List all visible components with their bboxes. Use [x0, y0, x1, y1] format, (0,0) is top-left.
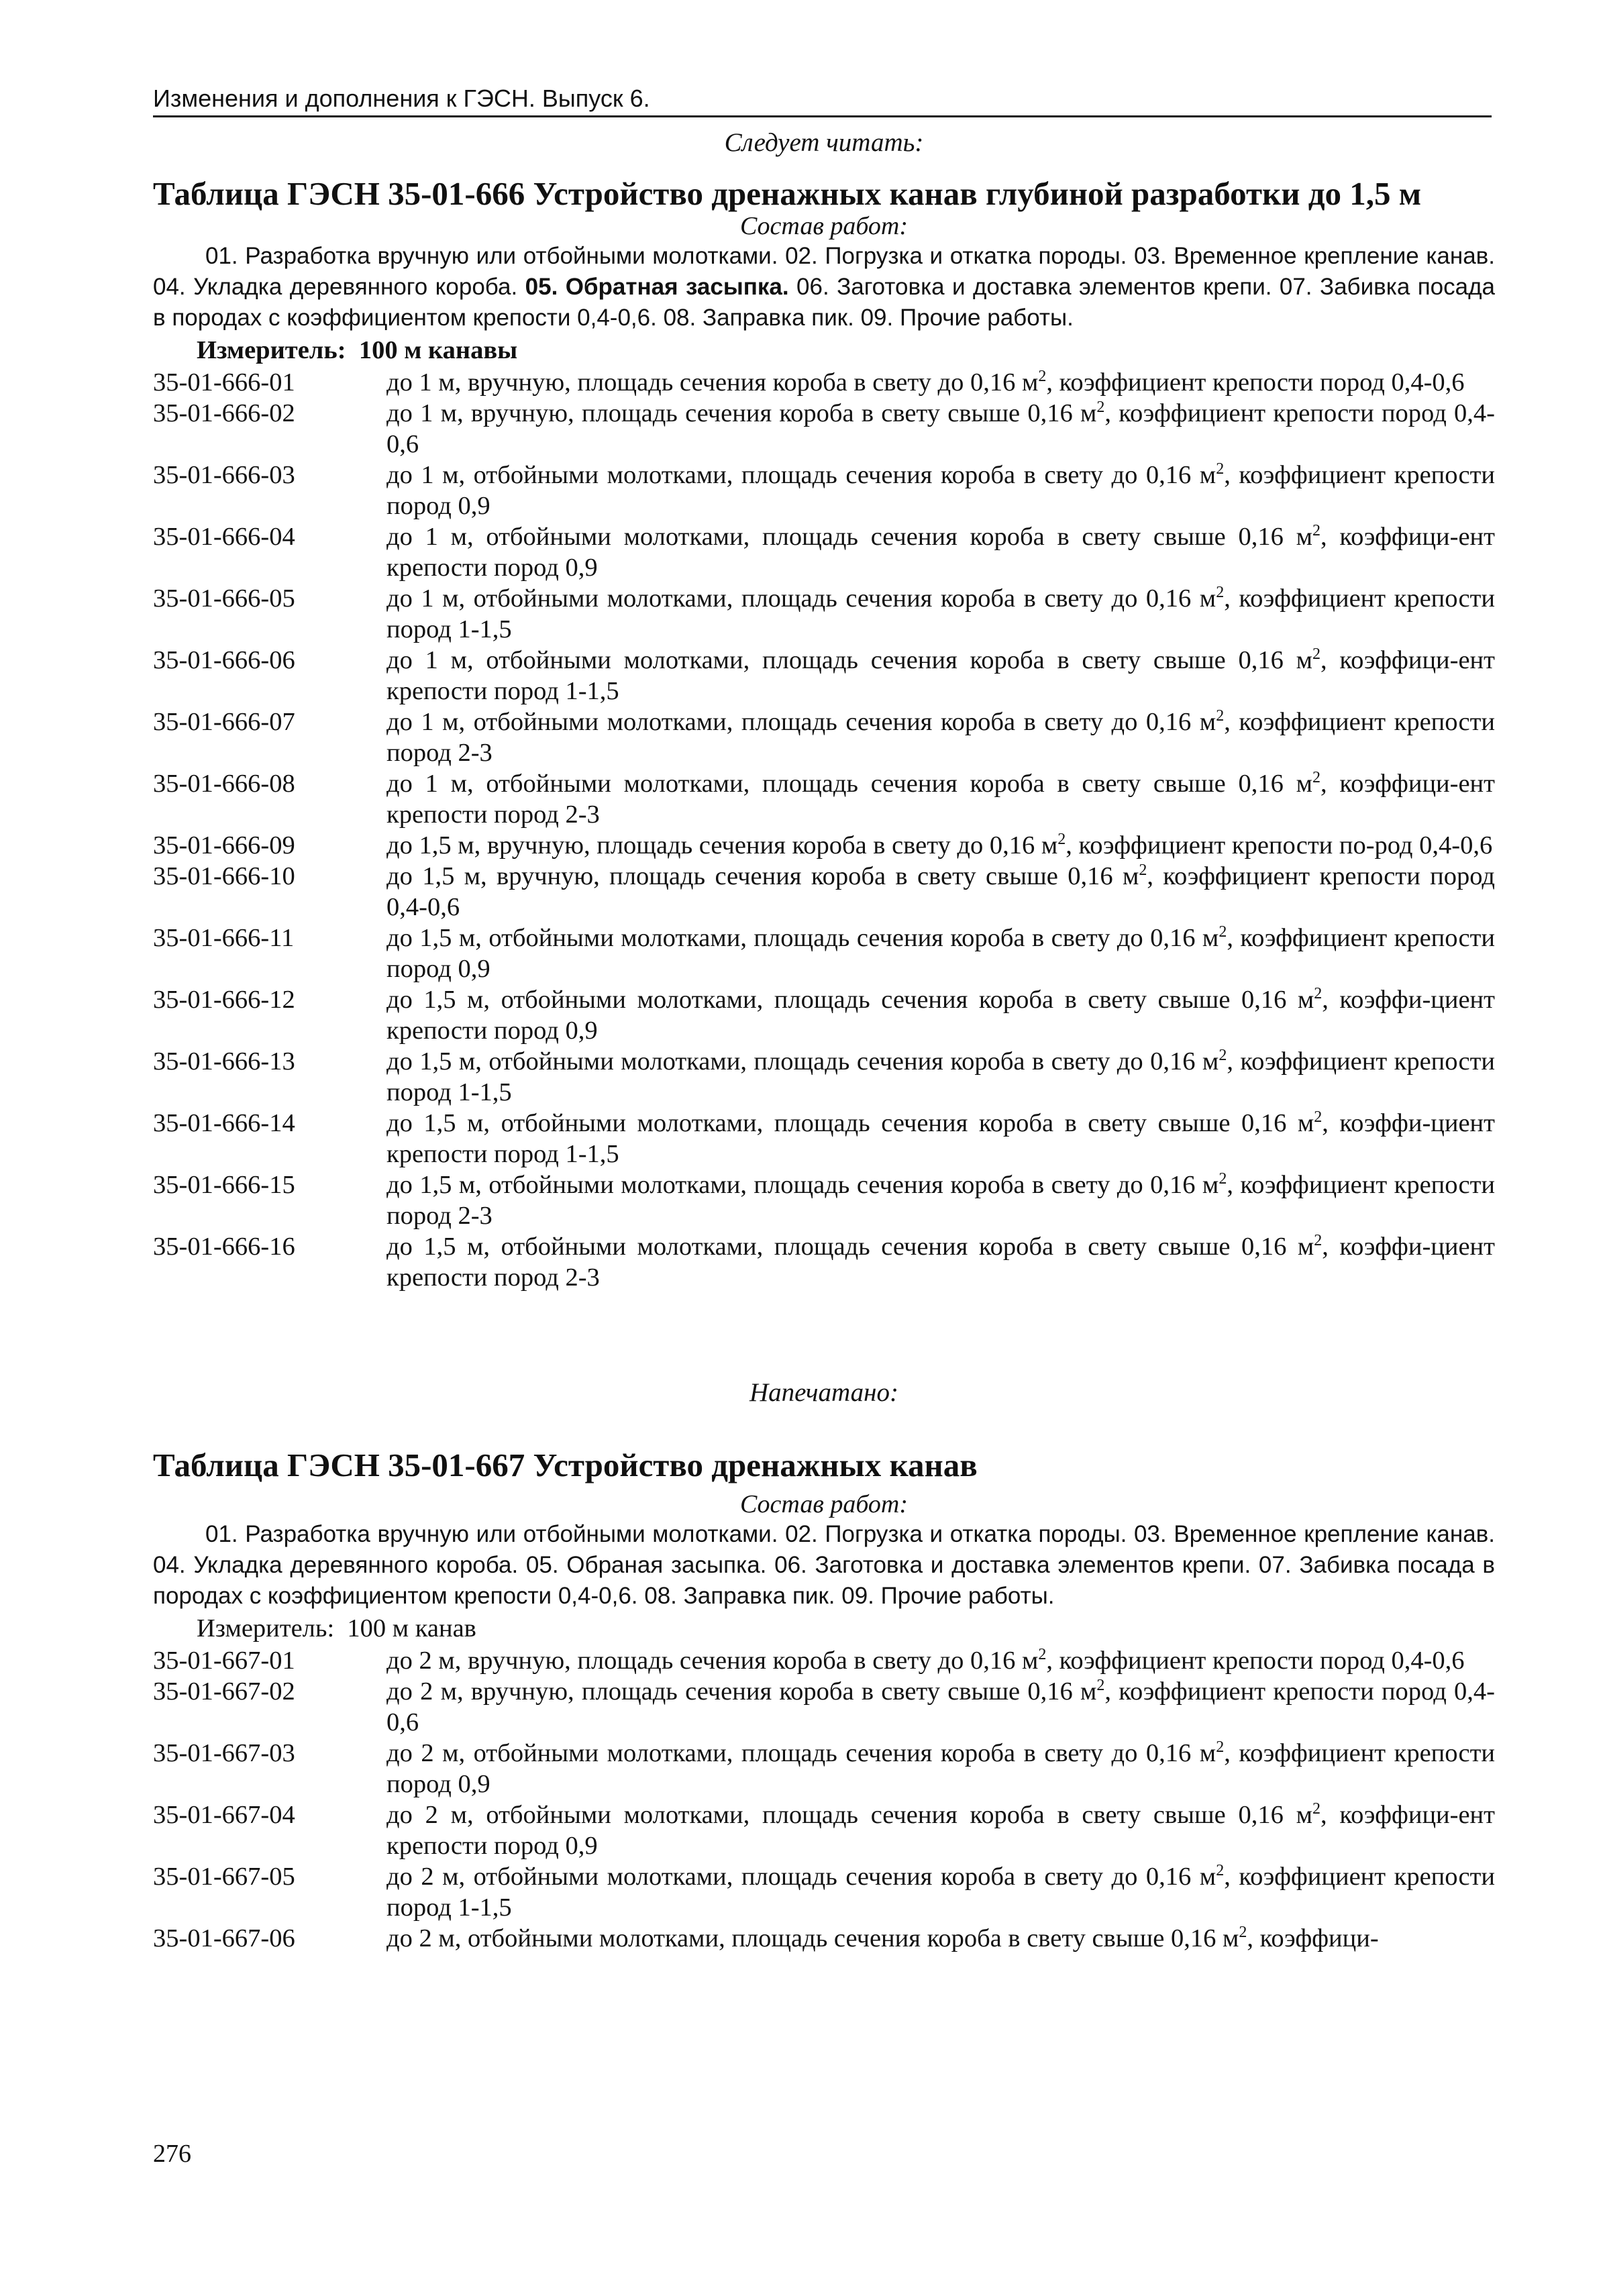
description-text-end: , коэффи-циент крепости пород 0,9 — [386, 986, 1495, 1045]
norm-description — [386, 1169, 1495, 1231]
description-text-end: , коэффициент крепости пород 1-1,5 — [386, 1863, 1496, 1922]
norm-description — [386, 1738, 1495, 1799]
norm-description — [386, 460, 1495, 521]
norm-description — [386, 861, 1495, 923]
superscript: 2 — [1038, 368, 1047, 385]
description-text-end: , коэффициент крепости пород 2-3 — [386, 1171, 1496, 1230]
norm-description — [386, 645, 1495, 707]
description-text: до 2 м, отбойными молотками, площадь сечения короба в свету до 0,16 м — [386, 1739, 1216, 1767]
norm-code: 35-01-666-10 — [153, 862, 295, 890]
norm-code: 35-01-666-02 — [153, 399, 295, 427]
norm-row — [153, 1231, 1495, 1293]
description-text-end: , коэффици- — [1247, 1924, 1379, 1952]
description-text: до 1,5 м, вручную, площадь сечения короба в свету до 0,16 м — [386, 831, 1058, 859]
superscript: 2 — [1219, 1170, 1227, 1188]
norm-code: 35-01-667-06 — [153, 1924, 295, 1952]
norm-description — [386, 923, 1495, 984]
norm-code: 35-01-666-12 — [153, 986, 295, 1014]
superscript: 2 — [1239, 1924, 1247, 1941]
description-text-end: , коэффициент крепости пород 0,4-0,6 — [386, 1677, 1495, 1736]
section-corrected — [153, 127, 1495, 1293]
measure-line — [153, 1613, 1495, 1644]
norm-code: 35-01-666-13 — [153, 1047, 295, 1076]
norm-row — [153, 583, 1495, 645]
measure-value: 100 м канав — [347, 1614, 476, 1642]
description-text-end: , коэффи-циент крепости пород 2-3 — [386, 1233, 1495, 1292]
composition-text-start: 01. Разработка вручную или отбойными молотками. 02. Погрузка и откатка породы. 03. Временное крепление канав. 04. Укладка деревянного короба. — [153, 243, 1495, 300]
norm-description — [386, 1861, 1495, 1923]
description-text-end: , коэффициент крепости пород 0,4-0,6 — [386, 862, 1495, 921]
header-rule — [153, 115, 1492, 117]
document-page — [153, 83, 1495, 1954]
section-printed — [153, 1377, 1495, 1954]
norm-description — [386, 1108, 1495, 1169]
norm-description — [386, 707, 1495, 768]
superscript: 2 — [1096, 1677, 1105, 1694]
norm-row — [153, 984, 1495, 1046]
superscript: 2 — [1219, 1047, 1227, 1064]
norm-code: 35-01-666-08 — [153, 770, 295, 798]
norm-code: 35-01-666-09 — [153, 831, 295, 859]
composition-label: Состав работ: — [739, 1490, 909, 1518]
superscript: 2 — [1314, 1108, 1323, 1126]
description-text: до 1 м, отбойными молотками, площадь сечения короба в свету свыше 0,16 м — [386, 770, 1313, 798]
norm-row — [153, 830, 1495, 861]
norm-description — [386, 398, 1495, 460]
page-number: 276 — [153, 2140, 191, 2168]
norm-row — [153, 460, 1495, 521]
description-text-end: , коэффициент крепости пород 2-3 — [386, 708, 1496, 767]
norm-code: 35-01-666-16 — [153, 1233, 295, 1261]
description-text-end: , коэффициент крепости пород 0,4-0,6 — [1046, 368, 1465, 397]
superscript: 2 — [1312, 769, 1321, 786]
note-printed: Напечатано: — [749, 1378, 899, 1407]
norm-description — [386, 583, 1495, 645]
description-text-end: , коэффици-ент крепости пород 0,9 — [386, 523, 1495, 582]
norm-description — [386, 768, 1495, 830]
superscript: 2 — [1314, 985, 1323, 1002]
description-text-end: , коэффициент крепости пород 0,9 — [386, 924, 1496, 983]
measure-value: 100 м канавы — [358, 336, 518, 364]
table-title-666: Таблица ГЭСН 35-01-666 Устройство дренажных канав глубиной разработки до 1,5 м — [153, 175, 1422, 212]
norm-code: 35-01-666-01 — [153, 368, 295, 397]
description-text-end: , коэффици-ент крепости пород 1-1,5 — [386, 646, 1495, 705]
superscript: 2 — [1038, 1646, 1047, 1663]
norm-row — [153, 1169, 1495, 1231]
norm-row — [153, 521, 1495, 583]
superscript: 2 — [1312, 645, 1321, 663]
composition-text-end: 06. Заготовка и доставка элементов крепи. 07. Забивка посада в породах с коэффициентом крепости 0,4-0,6. 08. Заправка пик. 09. Прочие работы. — [153, 274, 1495, 331]
description-text-end: , коэффициент крепости пород 0,9 — [386, 1739, 1496, 1798]
norm-row — [153, 861, 1495, 923]
description-text: до 2 м, вручную, площадь сечения короба в свету до 0,16 м — [386, 1647, 1039, 1675]
description-text: до 2 м, отбойными молотками, площадь сечения короба в свету свыше 0,16 м — [386, 1801, 1313, 1829]
description-text: до 1 м, отбойными молотками, площадь сечения короба в свету до 0,16 м — [386, 461, 1216, 489]
norm-row — [153, 1676, 1495, 1738]
norm-row — [153, 1738, 1495, 1799]
superscript: 2 — [1216, 1862, 1225, 1879]
description-text-end: , коэффициент крепости пород 0,4-0,6 — [386, 399, 1495, 458]
note-should-read: Следует читать: — [724, 128, 924, 157]
superscript: 2 — [1216, 1738, 1225, 1756]
norm-description — [386, 367, 1495, 398]
description-text: до 1,5 м, вручную, площадь сечения короба в свету свыше 0,16 м — [386, 862, 1139, 890]
norm-description — [386, 521, 1495, 583]
norm-row — [153, 707, 1495, 768]
superscript: 2 — [1216, 460, 1225, 478]
description-text: до 2 м, вручную, площадь сечения короба в свету свыше 0,16 м — [386, 1677, 1097, 1706]
norm-row — [153, 923, 1495, 984]
norm-row — [153, 1108, 1495, 1169]
description-text: до 1 м, отбойными молотками, площадь сечения короба в свету до 0,16 м — [386, 584, 1216, 613]
composition-text — [153, 241, 1495, 333]
description-text: до 2 м, отбойными молотками, площадь сечения короба в свету до 0,16 м — [386, 1863, 1216, 1891]
superscript: 2 — [1057, 831, 1066, 848]
description-text-end: , коэффициент крепости по-род 0,4-0,6 — [1066, 831, 1493, 859]
norm-description — [386, 1799, 1495, 1861]
composition-text: 01. Разработка вручную или отбойными молотками. 02. Погрузка и откатка породы. 03. Временное крепление канав. 04. Укладка деревянного короба. 05. Обраная засыпка. 06. Заготовка и доставка элементов крепи. 07. Забивка посада в породах с коэффициентом крепости 0,4-0,6. 08. Заправка пик. 09. Прочие работы. — [153, 1521, 1495, 1609]
norm-row — [153, 1799, 1495, 1861]
norm-code: 35-01-667-02 — [153, 1677, 295, 1706]
measure-line — [153, 335, 1495, 366]
description-text: до 1,5 м, отбойными молотками, площадь сечения короба в свету до 0,16 м — [386, 1047, 1219, 1076]
description-text-end: , коэффици-ент крепости пород 0,9 — [386, 1801, 1495, 1860]
norm-description — [386, 1645, 1495, 1676]
description-text-end: , коэффициент крепости пород 1-1,5 — [386, 1047, 1496, 1106]
norm-code: 35-01-667-04 — [153, 1801, 295, 1829]
description-text-end: , коэффициент крепости пород 0,4-0,6 — [1046, 1647, 1465, 1675]
norm-code: 35-01-666-07 — [153, 708, 295, 736]
description-text: до 1,5 м, отбойными молотками, площадь сечения короба в свету свыше 0,16 м — [386, 1109, 1314, 1137]
norm-description — [386, 1923, 1495, 1954]
norm-list-667 — [153, 1645, 1495, 1954]
norm-code: 35-01-667-05 — [153, 1863, 295, 1891]
superscript: 2 — [1219, 923, 1227, 941]
norm-description — [386, 830, 1495, 861]
norm-code: 35-01-666-11 — [153, 924, 295, 952]
norm-code: 35-01-666-14 — [153, 1109, 295, 1137]
norm-row — [153, 367, 1495, 398]
description-text-end: , коэффициент крепости пород 1-1,5 — [386, 584, 1496, 643]
norm-description — [386, 1046, 1495, 1108]
measure-label: Измеритель: — [197, 336, 346, 364]
norm-code: 35-01-666-05 — [153, 584, 295, 613]
composition-text-bold: 05. Обратная засыпка. — [525, 274, 789, 300]
description-text-end: , коэффи-циент крепости пород 1-1,5 — [386, 1109, 1495, 1168]
description-text: до 1 м, отбойными молотками, площадь сечения короба в свету до 0,16 м — [386, 708, 1216, 736]
norm-row — [153, 768, 1495, 830]
description-text: до 2 м, отбойными молотками, площадь сечения короба в свету свыше 0,16 м — [386, 1924, 1239, 1952]
description-text: до 1,5 м, отбойными молотками, площадь сечения короба в свету до 0,16 м — [386, 924, 1219, 952]
description-text: до 1,5 м, отбойными молотками, площадь сечения короба в свету свыше 0,16 м — [386, 1233, 1314, 1261]
norm-row — [153, 1861, 1495, 1923]
norm-code: 35-01-667-03 — [153, 1739, 295, 1767]
description-text: до 1 м, вручную, площадь сечения короба в свету до 0,16 м — [386, 368, 1039, 397]
norm-row — [153, 1923, 1495, 1954]
norm-code: 35-01-666-03 — [153, 461, 295, 489]
description-text: до 1,5 м, отбойными молотками, площадь сечения короба в свету до 0,16 м — [386, 1171, 1219, 1199]
description-text-end: , коэффициент крепости пород 0,9 — [386, 461, 1496, 520]
description-text: до 1,5 м, отбойными молотками, площадь сечения короба в свету свыше 0,16 м — [386, 986, 1314, 1014]
norm-row — [153, 398, 1495, 460]
description-text: до 1 м, отбойными молотками, площадь сечения короба в свету свыше 0,16 м — [386, 646, 1313, 674]
superscript: 2 — [1139, 862, 1147, 879]
measure-label: Измеритель: — [197, 1614, 335, 1642]
norm-code: 35-01-666-04 — [153, 523, 295, 551]
superscript: 2 — [1216, 584, 1225, 601]
norm-description — [386, 984, 1495, 1046]
superscript: 2 — [1216, 707, 1225, 725]
composition-label: Состав работ: — [739, 212, 909, 240]
norm-row — [153, 1046, 1495, 1108]
superscript: 2 — [1312, 1800, 1321, 1818]
superscript: 2 — [1312, 522, 1321, 539]
table-title-667: Таблица ГЭСН 35-01-667 Устройство дренажных канав — [153, 1447, 978, 1483]
norm-row — [153, 645, 1495, 707]
norm-row — [153, 1645, 1495, 1676]
description-text-end: , коэффици-ент крепости пород 2-3 — [386, 770, 1495, 829]
norm-code: 35-01-667-01 — [153, 1647, 295, 1675]
norm-description — [386, 1676, 1495, 1738]
running-head: Изменения и дополнения к ГЭСН. Выпуск 6. — [153, 85, 650, 112]
norm-code: 35-01-666-15 — [153, 1171, 295, 1199]
norm-code: 35-01-666-06 — [153, 646, 295, 674]
description-text: до 1 м, отбойными молотками, площадь сечения короба в свету свыше 0,16 м — [386, 523, 1313, 551]
superscript: 2 — [1314, 1232, 1323, 1249]
description-text: до 1 м, вручную, площадь сечения короба в свету свыше 0,16 м — [386, 399, 1097, 427]
norm-list-666 — [153, 367, 1495, 1293]
superscript: 2 — [1096, 399, 1105, 416]
norm-description — [386, 1231, 1495, 1293]
